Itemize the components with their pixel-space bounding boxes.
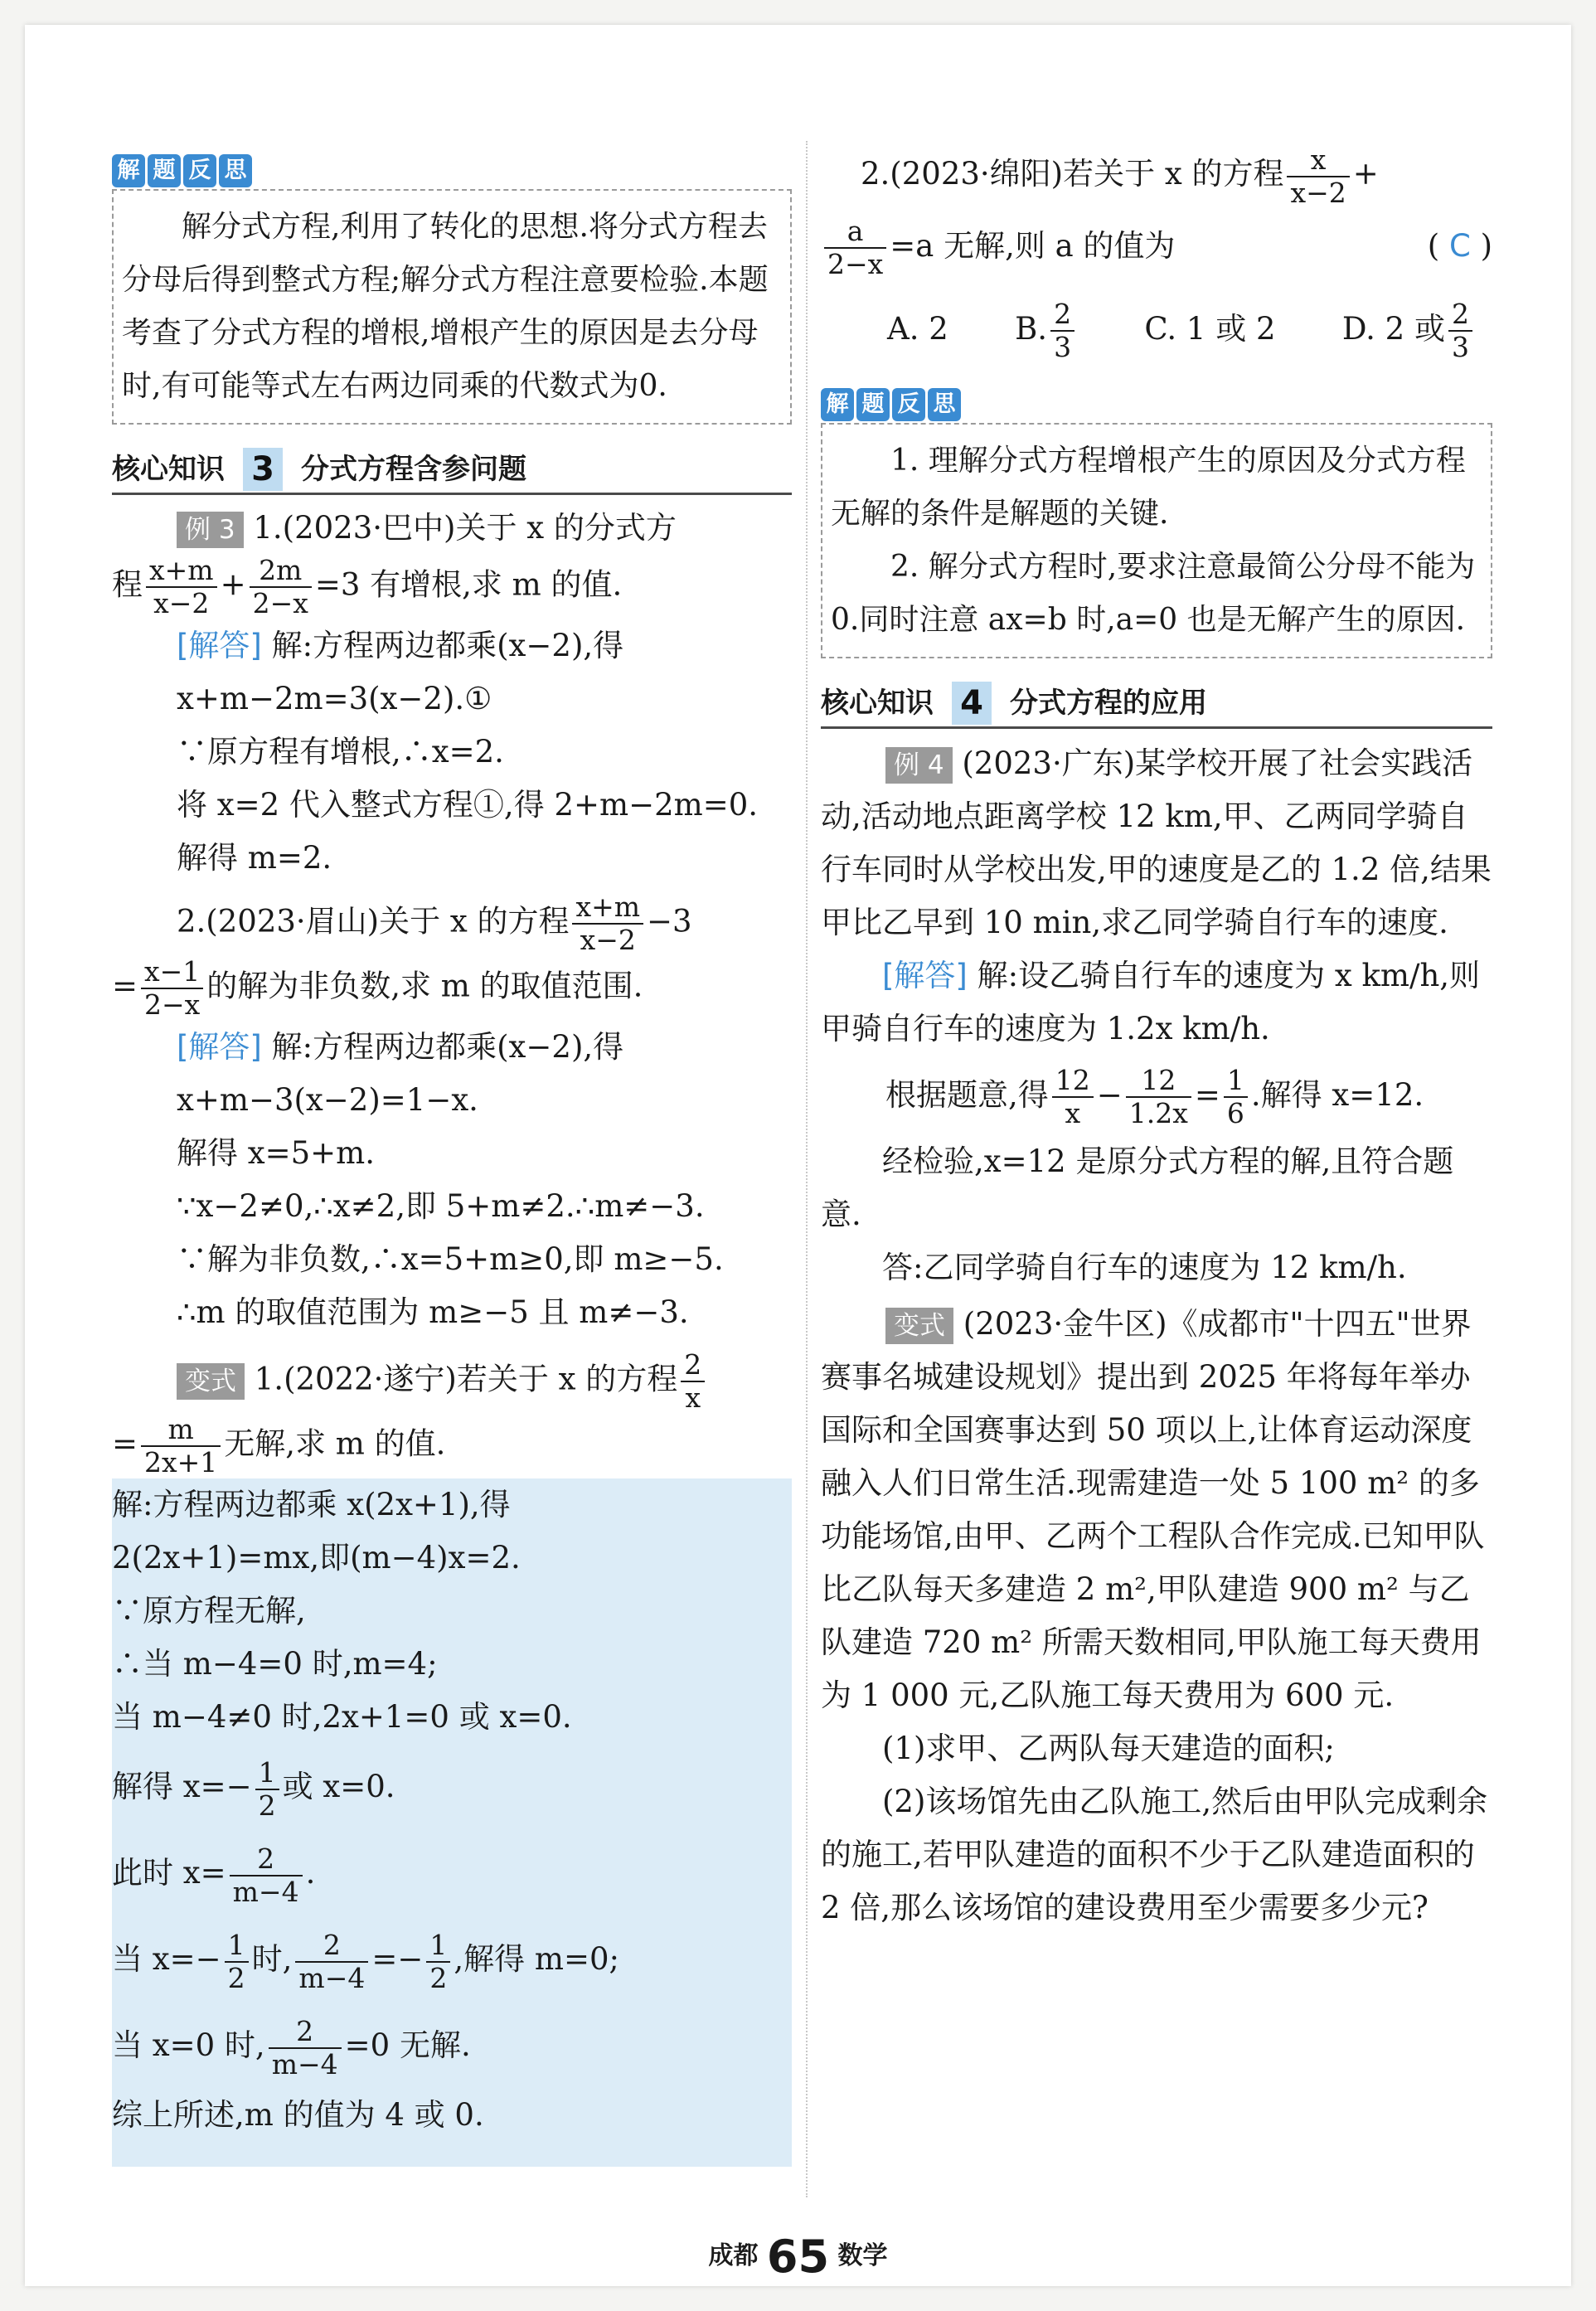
text: =3 有增根,求 m 的值.	[314, 566, 623, 603]
numerator: 1	[426, 1930, 450, 1963]
denominator: x−2	[1290, 176, 1346, 209]
denominator: m−4	[298, 1961, 366, 1994]
solution-line: ∴m 的取值范围为 m≥−5 且 m≠−3.	[177, 1294, 689, 1330]
text: 当 x=0 时,	[112, 2027, 265, 2063]
numerator: 2	[1050, 299, 1075, 332]
text: 的解为非负数,求 m 的取值范围.	[206, 968, 643, 1004]
text: +	[220, 566, 246, 603]
text: D. 2 或	[1341, 310, 1445, 347]
solution-line: 解得 m=2.	[177, 840, 332, 876]
option-c: C. 1 或 2	[1144, 310, 1276, 347]
reflect-box	[112, 189, 792, 425]
denominator: 2x+1	[144, 1446, 218, 1478]
fraction	[250, 555, 312, 619]
fraction	[141, 1414, 221, 1478]
denominator: x	[1065, 1097, 1081, 1129]
solution-line	[112, 1830, 792, 1916]
fraction	[141, 956, 203, 1021]
fraction	[426, 1930, 450, 1994]
question-text: (2023·金牛区)《成都市"十四五"世界赛事名城建设规划》提出到 2025 年将每年举办国际和全国赛事达到 50 项以上,让体育运动深度融入人们日常生活.现需建造一处 5 100 m² 的多功能场馆,由甲、乙两个工程队合作完成.已知甲队比乙队每天多建造 2 m²,甲队建造 900 m² 与乙队建造 720 m² 所需天数相同,甲队施工每天费用为 1 000 元,乙队施工每天费用为 600 元.	[821, 1305, 1485, 1713]
footer-subject: 数学	[837, 2241, 888, 2270]
section-number: 3	[243, 448, 283, 491]
fraction	[1448, 299, 1472, 363]
option-d	[1342, 284, 1476, 375]
text: =	[112, 1425, 138, 1462]
denominator: 1.2x	[1128, 1097, 1188, 1129]
text: 2.(2023·绵阳)若关于 x 的方程	[861, 156, 1284, 192]
question-text: 1.(2023·巴中)关于 x 的分式方	[253, 510, 677, 546]
solution-line: 解:方程两边都乘 x(2x+1),得	[112, 1487, 511, 1522]
reflect-text: 解分式方程,利用了转化的思想.将分式方程去分母后得到整式方程;解分式方程注意要检验.本题考查了分式方程的增根,增根产生的原因是去分母时,有可能等式左右两边同乘的代数式为0.	[122, 210, 769, 403]
numerator: 2	[1448, 299, 1472, 332]
reflect-text: 2. 解分式方程时,要求注意最简公分母不能为0.同时注意 ax=b 时,a=0 也是无解产生的原因.	[831, 549, 1476, 637]
solution-line	[112, 1916, 792, 2003]
column-divider	[806, 141, 808, 2197]
text: (	[1427, 227, 1440, 264]
question-2-cont	[112, 956, 792, 1021]
fraction	[681, 1349, 705, 1414]
variant-label: 变式	[177, 1363, 245, 1400]
numerator: 1	[255, 1757, 279, 1790]
section-number: 4	[952, 682, 992, 725]
text: 无解,求 m 的值.	[224, 1425, 446, 1462]
text: −	[1096, 1076, 1123, 1113]
denominator: 2−x	[827, 248, 884, 280]
example-3-equation	[112, 555, 792, 619]
option-b	[1015, 284, 1078, 375]
sub-question: (2)该场馆先由乙队施工,然后由甲队完成剩余的施工,若甲队建造的面积不少于乙队建造面积的 2 倍,那么该场馆的建设费用至少需要多少元?	[821, 1783, 1488, 1925]
numerator: x+m	[146, 555, 217, 588]
numerator: 2	[681, 1349, 705, 1382]
section-title: 分式方程含参问题	[301, 453, 526, 486]
solution-line: 当 m−4≠0 时,2x+1=0 或 x=0.	[112, 1699, 572, 1735]
reflect-box	[821, 423, 1492, 658]
denominator: x−2	[153, 587, 210, 619]
tag-char: 思	[219, 154, 252, 187]
variant-question-cont	[112, 1414, 792, 1478]
tag-char: 题	[148, 154, 181, 187]
reflect-tag	[821, 388, 961, 421]
variant-solution	[112, 1478, 792, 2142]
denominator: 3	[1451, 331, 1469, 363]
denominator: 3	[1054, 331, 1072, 363]
solution-line: x+m−2m=3(x−2).①	[177, 681, 492, 716]
example-label: 例 4	[885, 747, 953, 784]
numerator: 1	[225, 1930, 249, 1963]
solution-line: 将 x=2 代入整式方程①,得 2+m−2m=0.	[177, 787, 759, 823]
denominator: x−2	[580, 924, 636, 956]
text: =0 无解.	[344, 2027, 471, 2063]
reflect-tag	[112, 154, 252, 187]
denominator: 2	[429, 1961, 448, 1994]
solution-line: ∴当 m−4=0 时,m=4;	[112, 1646, 438, 1682]
tag-char: 题	[856, 388, 890, 421]
option-a: A. 2	[887, 310, 948, 347]
solution-line: 解:方程两边都乘(x−2),得	[271, 1029, 624, 1065]
tag-char: 思	[928, 388, 961, 421]
text: =−	[371, 1941, 424, 1977]
solution-line: 解:方程两边都乘(x−2),得	[271, 628, 624, 663]
numerator: m	[141, 1414, 221, 1447]
section-title: 分式方程的应用	[1010, 686, 1207, 720]
fraction	[295, 1930, 368, 1994]
fraction	[230, 1843, 303, 1908]
solution-2	[112, 1021, 792, 1074]
solution-line: 解得 x=5+m.	[177, 1135, 376, 1171]
text: −3	[647, 903, 692, 939]
numerator: 2	[295, 1930, 368, 1963]
fraction	[824, 216, 886, 280]
answer-tag: [解答]	[177, 628, 262, 663]
example-3-question-1	[112, 502, 792, 555]
denominator: 2−x	[144, 988, 201, 1021]
text: .解得 x=12.	[1250, 1076, 1424, 1113]
fraction	[225, 1930, 249, 1994]
section-heading-4	[821, 680, 1492, 729]
variant-question	[112, 1349, 792, 1414]
denominator: m−4	[271, 2047, 338, 2080]
page	[25, 25, 1571, 2286]
footer-city: 成都	[708, 2241, 759, 2270]
fraction	[1052, 1065, 1094, 1129]
solution-line	[112, 1744, 792, 1830]
sub-question: (1)求甲、乙两队每天建造的面积;	[882, 1730, 1335, 1766]
text: .	[305, 1855, 316, 1891]
solution-line: 经检验,x=12 是原分式方程的解,且符合题意.	[821, 1143, 1454, 1232]
section-heading-3	[112, 446, 792, 495]
text: 当 x=−	[112, 1941, 221, 1977]
text: +	[1352, 156, 1379, 192]
text: 根据题意,得	[885, 1076, 1049, 1113]
fraction	[1224, 1065, 1248, 1129]
numerator: 1	[1224, 1065, 1248, 1098]
numerator: 2m	[250, 555, 312, 588]
text: 或 x=0.	[282, 1769, 395, 1804]
tag-char: 解	[112, 154, 145, 187]
text: 程	[112, 566, 143, 603]
solution-line: 答:乙同学骑自行车的速度为 12 km/h.	[882, 1249, 1407, 1285]
text: B.	[1015, 310, 1048, 347]
answer-tag: [解答]	[177, 1029, 262, 1065]
fraction	[269, 2016, 342, 2080]
text: )	[1480, 227, 1492, 264]
reflect-text: 1. 理解分式方程增根产生的原因及分式方程无解的条件是解题的关键.	[831, 443, 1466, 531]
fraction	[1287, 144, 1349, 209]
text: 2.(2023·眉山)关于 x 的方程	[177, 903, 570, 939]
solution-line: ∵原方程无解,	[112, 1593, 306, 1629]
text: ,解得 m=0;	[454, 1941, 619, 1977]
tag-char: 反	[892, 388, 925, 421]
solution-line: ∵x−2≠0,∴x≠2,即 5+m≠2.∴m≠−3.	[177, 1188, 705, 1224]
question-text: (2023·广东)某学校开展了社会实践活动,活动地点距离学校 12 km,甲、乙两同学骑自行车同时从学校出发,甲的速度是乙的 1.2 倍,结果甲比乙早到 10 min,求乙同学骑自行车的速度.	[821, 745, 1492, 940]
solution-line: 解:设乙骑自行车的速度为 x km/h,则甲骑自行车的速度为 1.2x km/h.	[821, 957, 1481, 1046]
tag-char: 解	[821, 388, 854, 421]
denominator: x	[685, 1381, 701, 1414]
example-label: 例 3	[177, 512, 244, 548]
question-2-right	[821, 141, 1492, 209]
solution-line: 2(2x+1)=mx,即(m−4)x=2.	[112, 1540, 521, 1575]
solution-line	[821, 1056, 1492, 1135]
fraction	[255, 1757, 279, 1822]
text: =a 无解,则 a 的值为	[890, 227, 1176, 264]
page-footer	[25, 2231, 1571, 2283]
numerator: 12	[1052, 1065, 1094, 1098]
solution-line: ∵原方程有增根,∴x=2.	[177, 734, 504, 770]
variant-label: 变式	[885, 1308, 953, 1344]
solution-1	[112, 619, 792, 672]
text: 此时 x=	[112, 1855, 226, 1891]
text: =	[112, 968, 138, 1004]
fraction	[1126, 1065, 1191, 1129]
left-column	[112, 141, 792, 2142]
text: =	[1194, 1076, 1220, 1113]
solution-line: ∵解为非负数,∴x=5+m≥0,即 m≥−5.	[177, 1241, 724, 1277]
solution-line: x+m−3(x−2)=1−x.	[177, 1082, 478, 1118]
question-2	[112, 891, 792, 956]
tag-char: 反	[183, 154, 216, 187]
fraction	[146, 555, 217, 619]
text: 解得 x=−	[112, 1769, 252, 1804]
numerator: a	[824, 216, 886, 249]
numerator: x−1	[141, 956, 203, 989]
denominator: 2	[258, 1789, 276, 1822]
numerator: 2	[269, 2016, 342, 2049]
denominator: 6	[1226, 1097, 1244, 1129]
options	[821, 284, 1492, 375]
fraction	[1050, 299, 1075, 363]
numerator: x	[1287, 144, 1349, 177]
numerator: 2	[230, 1843, 303, 1876]
text: 1.(2022·遂宁)若关于 x 的方程	[254, 1361, 678, 1397]
text: 时,	[251, 1941, 293, 1977]
example-4-answer	[821, 949, 1492, 1056]
variant-4	[821, 1298, 1492, 1722]
example-4	[821, 737, 1492, 949]
numerator: x+m	[572, 891, 643, 925]
page-number: 65	[766, 2231, 830, 2283]
answer-bracket	[1428, 209, 1492, 284]
denominator: m−4	[232, 1875, 299, 1908]
solution-line: 综上所述,m 的值为 4 或 0.	[112, 2097, 484, 2133]
numerator: 12	[1126, 1065, 1191, 1098]
answer-tag: [解答]	[882, 957, 968, 993]
question-2-right-cont	[821, 209, 1492, 284]
denominator: 2−x	[252, 587, 308, 619]
section-label: 核心知识	[821, 686, 934, 720]
fraction	[572, 891, 643, 956]
solution-line	[112, 2003, 792, 2089]
section-label: 核心知识	[112, 453, 225, 486]
right-column	[821, 141, 1492, 1935]
answer-choice: C	[1448, 227, 1471, 264]
denominator: 2	[227, 1961, 245, 1994]
